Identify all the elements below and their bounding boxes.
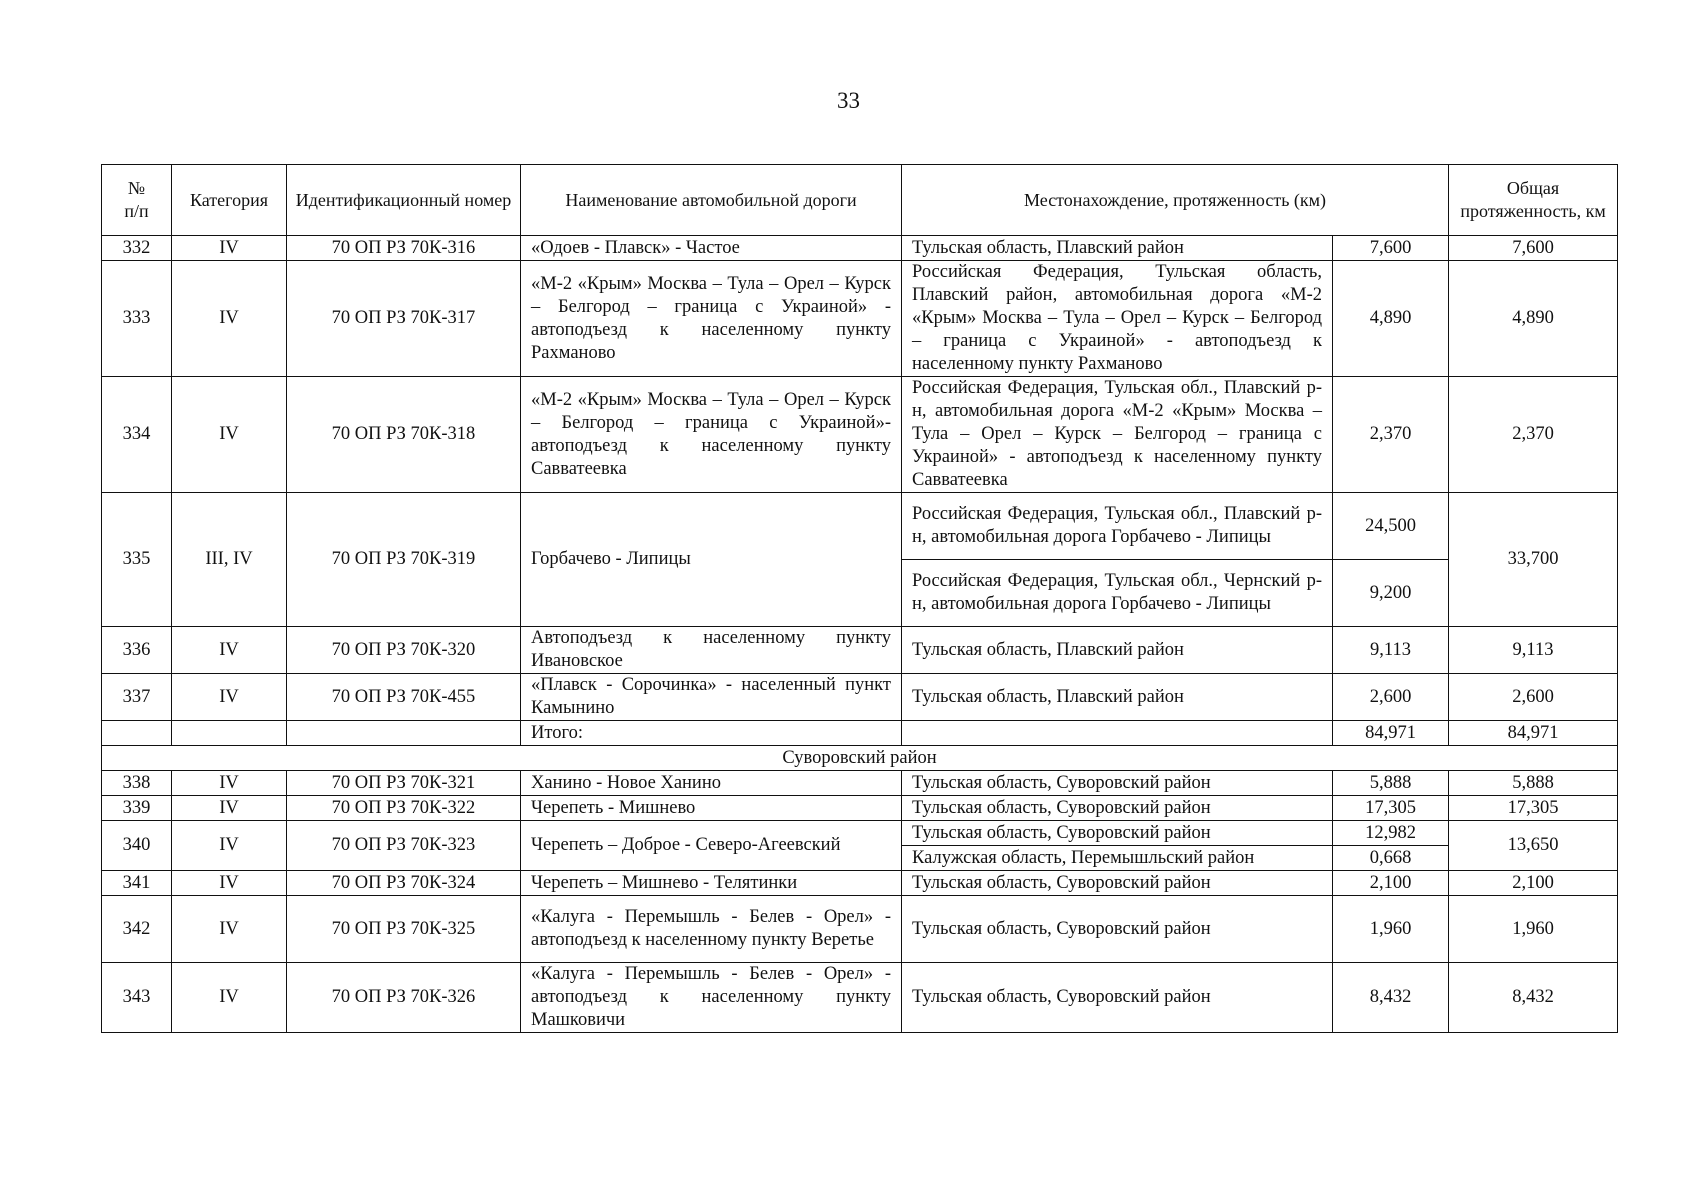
roads-table [101, 164, 1618, 1033]
row-road-name: Черепеть - Мишнево [521, 796, 902, 821]
row-location: Российская Федерация, Тульская обл., Чернский р-н, автомобильная дорога Горбачево - Липицы [902, 560, 1333, 627]
row-ident: 70 ОП РЗ 70К-316 [287, 236, 521, 261]
row-road-name: Ханино - Новое Ханино [521, 771, 902, 796]
row-category: IV [172, 821, 287, 871]
header-location: Местонахождение, протяженность (км) [902, 165, 1449, 236]
row-length: 4,890 [1333, 261, 1449, 377]
table-row [102, 493, 1618, 560]
page-number: 33 [837, 88, 860, 113]
row-num: 340 [102, 821, 172, 871]
row-road-name: «Калуга - Перемышль - Белев - Орел» - автоподъезд к населенному пункту Машковичи [521, 963, 902, 1033]
row-length: 8,432 [1333, 963, 1449, 1033]
row-road-name: Горбачево - Липицы [521, 493, 902, 627]
table-row [102, 896, 1618, 963]
row-category: IV [172, 771, 287, 796]
subtotal-length: 84,971 [1333, 721, 1449, 746]
row-length: 12,982 [1333, 821, 1449, 846]
row-ident: 70 ОП РЗ 70К-319 [287, 493, 521, 627]
row-category: IV [172, 236, 287, 261]
table-row [102, 771, 1618, 796]
row-num: 337 [102, 674, 172, 721]
row-num: 342 [102, 896, 172, 963]
section-title: Суворовский район [102, 746, 1618, 771]
row-category: IV [172, 963, 287, 1033]
row-ident: 70 ОП РЗ 70К-318 [287, 377, 521, 493]
row-road-name: Черепеть – Доброе - Северо-Агеевский [521, 821, 902, 871]
table-row [102, 236, 1618, 261]
row-ident: 70 ОП РЗ 70К-455 [287, 674, 521, 721]
row-location: Тульская область, Плавский район [902, 236, 1333, 261]
subtotal-empty-ident [287, 721, 521, 746]
header-category: Категория [172, 165, 287, 236]
row-total: 9,113 [1449, 627, 1618, 674]
row-ident: 70 ОП РЗ 70К-325 [287, 896, 521, 963]
row-category: IV [172, 627, 287, 674]
row-length: 0,668 [1333, 846, 1449, 871]
subtotal-empty-location [902, 721, 1333, 746]
row-num: 332 [102, 236, 172, 261]
row-length: 7,600 [1333, 236, 1449, 261]
row-total: 2,600 [1449, 674, 1618, 721]
row-total: 17,305 [1449, 796, 1618, 821]
row-location: Российская Федерация, Тульская обл., Плавский р-н, автомобильная дорога «М-2 «Крым» Москва – Тула – Орел – Курск – Белгород – граница с Украиной» - автоподъезд к населенному пункту Савватеевка [902, 377, 1333, 493]
subtotal-empty-num [102, 721, 172, 746]
row-length: 17,305 [1333, 796, 1449, 821]
row-road-name: Автоподъезд к населенному пункту Ивановское [521, 627, 902, 674]
row-total: 33,700 [1449, 493, 1618, 627]
table-row [102, 871, 1618, 896]
row-length: 9,113 [1333, 627, 1449, 674]
row-location: Тульская область, Суворовский район [902, 771, 1333, 796]
row-ident: 70 ОП РЗ 70К-321 [287, 771, 521, 796]
row-ident: 70 ОП РЗ 70К-323 [287, 821, 521, 871]
row-total: 2,100 [1449, 871, 1618, 896]
row-ident: 70 ОП РЗ 70К-317 [287, 261, 521, 377]
row-location: Тульская область, Суворовский район [902, 821, 1333, 846]
row-road-name: «М-2 «Крым» Москва – Тула – Орел – Курск – Белгород – граница с Украиной»- автоподъезд к населенному пункту Савватеевка [521, 377, 902, 493]
row-num: 335 [102, 493, 172, 627]
header-num: № п/п [102, 165, 172, 236]
row-total: 13,650 [1449, 821, 1618, 871]
header-row [102, 165, 1618, 236]
row-road-name: «Одоев - Плавск» - Частое [521, 236, 902, 261]
row-category: IV [172, 896, 287, 963]
row-category: IV [172, 261, 287, 377]
row-category: IV [172, 796, 287, 821]
row-total: 5,888 [1449, 771, 1618, 796]
row-length: 9,200 [1333, 560, 1449, 627]
row-num: 333 [102, 261, 172, 377]
row-num: 336 [102, 627, 172, 674]
table-row [102, 821, 1618, 846]
row-road-name: «Плавск - Сорочинка» - населенный пункт Камынино [521, 674, 902, 721]
subtotal-row [102, 721, 1618, 746]
row-total: 2,370 [1449, 377, 1618, 493]
row-total: 8,432 [1449, 963, 1618, 1033]
row-length: 2,100 [1333, 871, 1449, 896]
row-total: 4,890 [1449, 261, 1618, 377]
row-total: 7,600 [1449, 236, 1618, 261]
row-num: 343 [102, 963, 172, 1033]
row-ident: 70 ОП РЗ 70К-324 [287, 871, 521, 896]
section-row [102, 746, 1618, 771]
header-ident: Идентификационный номер [287, 165, 521, 236]
table-row [102, 377, 1618, 493]
table-row [102, 963, 1618, 1033]
row-category: IV [172, 871, 287, 896]
row-location: Тульская область, Плавский район [902, 627, 1333, 674]
row-road-name: «М-2 «Крым» Москва – Тула – Орел – Курск – Белгород – граница с Украиной» - автоподъезд к населенному пункту Рахманово [521, 261, 902, 377]
subtotal-empty-category [172, 721, 287, 746]
row-ident: 70 ОП РЗ 70К-320 [287, 627, 521, 674]
subtotal-total: 84,971 [1449, 721, 1618, 746]
row-num: 334 [102, 377, 172, 493]
row-num: 339 [102, 796, 172, 821]
row-num: 341 [102, 871, 172, 896]
row-location: Тульская область, Суворовский район [902, 963, 1333, 1033]
row-location: Тульская область, Плавский район [902, 674, 1333, 721]
row-location: Тульская область, Суворовский район [902, 796, 1333, 821]
row-length: 5,888 [1333, 771, 1449, 796]
row-ident: 70 ОП РЗ 70К-322 [287, 796, 521, 821]
row-category: III, IV [172, 493, 287, 627]
table-row [102, 627, 1618, 674]
row-road-name: Черепеть – Мишнево - Телятинки [521, 871, 902, 896]
row-category: IV [172, 377, 287, 493]
row-location: Тульская область, Суворовский район [902, 896, 1333, 963]
row-num: 338 [102, 771, 172, 796]
row-location: Калужская область, Перемышльский район [902, 846, 1333, 871]
row-ident: 70 ОП РЗ 70К-326 [287, 963, 521, 1033]
row-location: Российская Федерация, Тульская область, Плавский район, автомобильная дорога «М-2 «Крым» Москва – Тула – Орел – Курск – Белгород – граница с Украиной» - автоподъезд к населенному пункту Рахманово [902, 261, 1333, 377]
table-row [102, 674, 1618, 721]
header-total: Общая протяженность, км [1449, 165, 1618, 236]
table-row [102, 261, 1618, 377]
row-length: 2,600 [1333, 674, 1449, 721]
row-location: Тульская область, Суворовский район [902, 871, 1333, 896]
row-category: IV [172, 674, 287, 721]
row-length: 2,370 [1333, 377, 1449, 493]
row-location: Российская Федерация, Тульская обл., Плавский р-н, автомобильная дорога Горбачево - Липицы [902, 493, 1333, 560]
row-total: 1,960 [1449, 896, 1618, 963]
row-length: 1,960 [1333, 896, 1449, 963]
table-row [102, 796, 1618, 821]
row-road-name: «Калуга - Перемышль - Белев - Орел» - автоподъезд к населенному пункту Веретье [521, 896, 902, 963]
row-length: 24,500 [1333, 493, 1449, 560]
subtotal-label: Итого: [521, 721, 902, 746]
header-name: Наименование автомобильной дороги [521, 165, 902, 236]
